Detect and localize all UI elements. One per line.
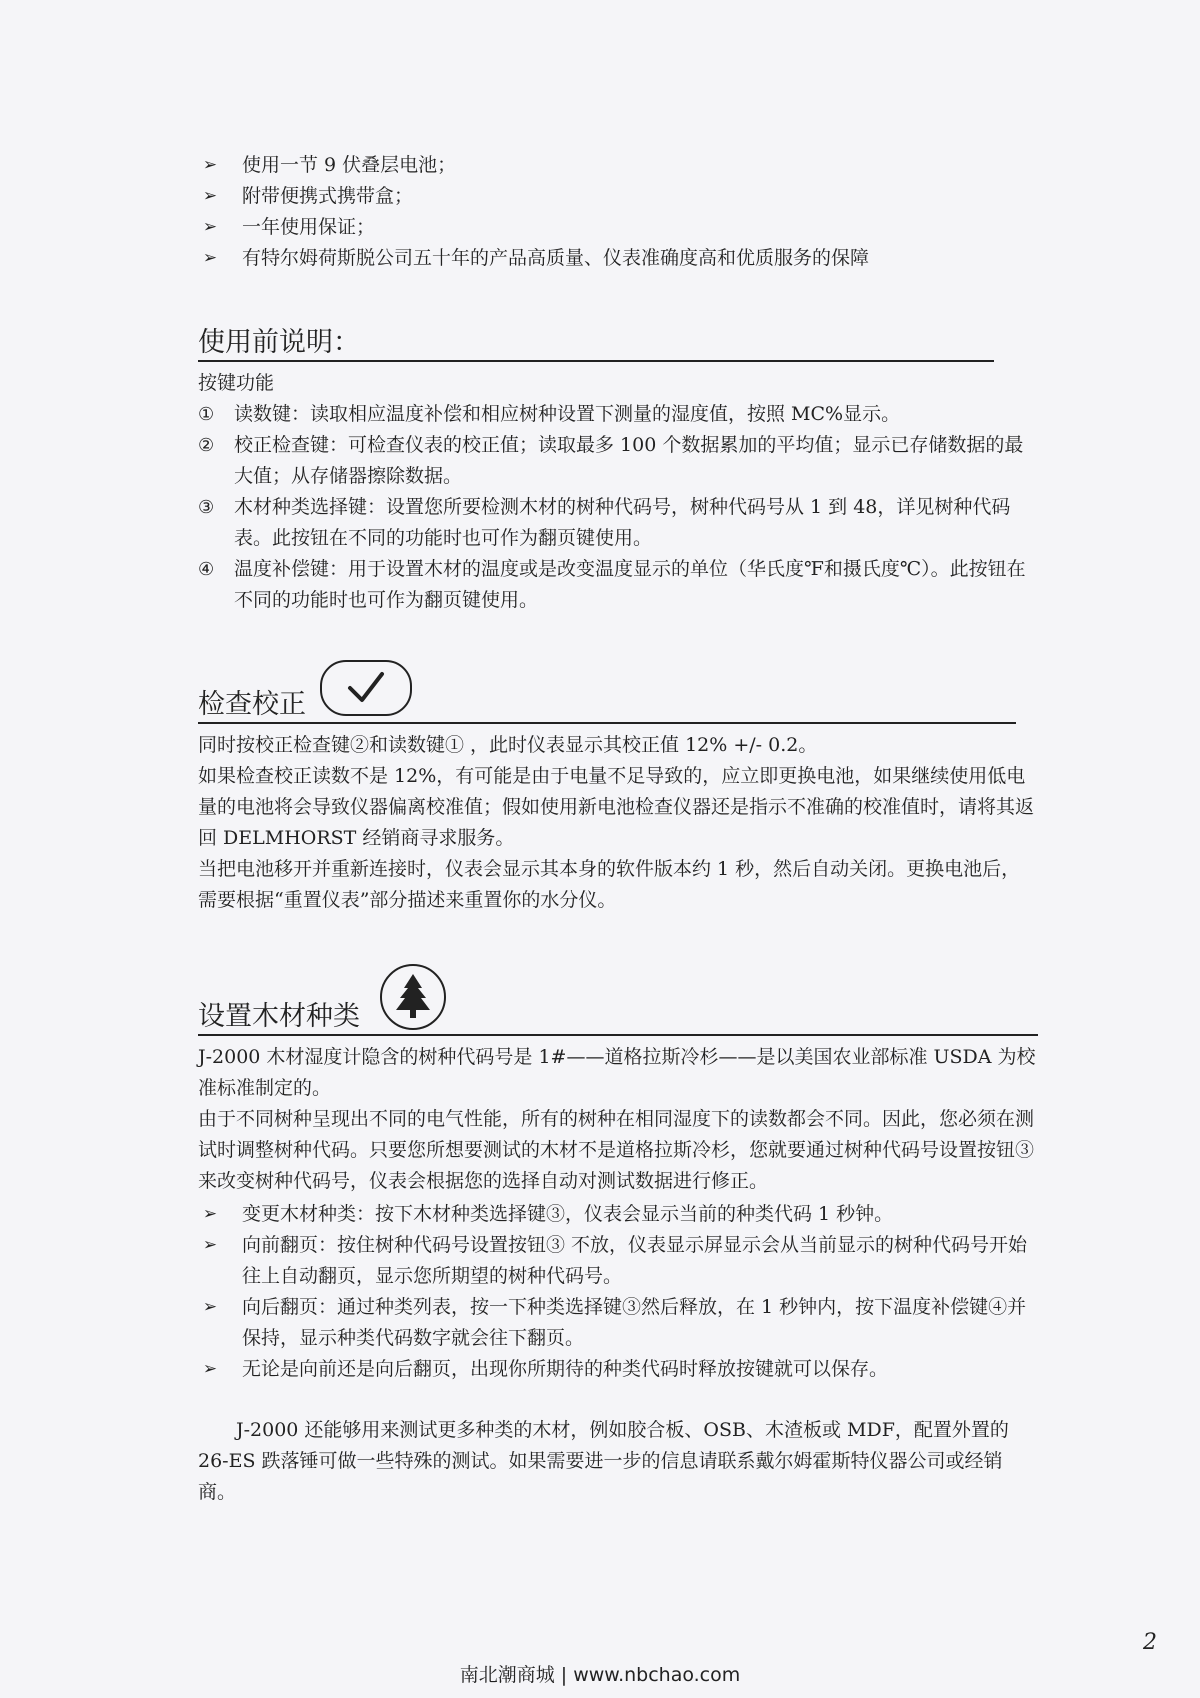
list-item: ④ 温度补偿键：用于设置木材的温度或是改变温度显示的单位（华氏度℉和摄氏度℃）。此按钮在不同的功能时也可作为翻页键使用。 <box>198 558 1026 611</box>
list-item: ③ 木材种类选择键：设置您所要检测木材的树种代码号，树种代码号从 1 到 48，详见树种代码表。此按钮在不同的功能时也可作为翻页键使用。 <box>198 496 1011 549</box>
section-heading-species <box>198 960 1038 1036</box>
paragraph: J-2000 木材湿度计隐含的树种代码号是 1#——道格拉斯冷杉——是以美国农业部标准 USDA 为校准标准制定的。 <box>198 1046 1036 1099</box>
arrow-bullet-icon: ➢ <box>202 1297 218 1317</box>
tree-icon <box>380 964 446 1030</box>
section-heading-calibration <box>198 656 1038 724</box>
list-item: ➢ 向后翻页：通过种类列表，按一下种类选择键③然后释放，在 1 秒钟内，按下温度补偿键④并保持，显示种类代码数字就会往下翻页。 <box>198 1292 1038 1354</box>
paragraph: 同时按校正检查键②和读数键① ，此时仪表显示其校正值 12% +/- 0.2。 <box>198 734 818 756</box>
closing-paragraph: J-2000 还能够用来测试更多种类的木材，例如胶合板、OSB、木渣板或 MDF，配置外置的 26-ES 跌落锤可做一些特殊的测试。如果需要进一步的信息请联系戴尔姆霍斯特仪器公司或经销商。 <box>198 1419 1009 1503</box>
key-function-list <box>198 399 1038 616</box>
list-item: ➢ 附带便携式携带盒； <box>198 181 1038 212</box>
list-item: ① 读数键：读取相应温度补偿和相应树种设置下测量的湿度值，按照 MC%显示。 <box>198 403 901 425</box>
list-item: ➢ 使用一节 9 伏叠层电池； <box>198 150 1038 181</box>
heading-rule <box>198 1034 1038 1036</box>
heading-rule <box>198 360 994 362</box>
list-item: ➢ 向前翻页：按住树种代码号设置按钮③ 不放，仪表显示屏显示会从当前显示的树种代码号开始往上自动翻页，显示您所期望的树种代码号。 <box>198 1230 1038 1292</box>
calibration-body <box>198 730 1038 916</box>
arrow-bullet-icon: ➢ <box>202 155 218 175</box>
intro-bullet-list <box>198 150 1038 274</box>
checkmark-icon <box>320 660 412 716</box>
section-title: 检查校正 <box>198 689 306 720</box>
species-bullet-list <box>198 1199 1038 1385</box>
footer-watermark: 南北潮商城 | www.nbchao.com <box>459 1664 741 1686</box>
paragraph: 如果检查校正读数不是 12%，有可能是由于电量不足导致的，应立即更换电池，如果继续使用低电量的电池将会导致仪器偏离校准值；假如使用新电池检查仪器还是指示不准确的校准值时，请将其返回 DELMHORST 经销商寻求服务。 <box>198 765 1035 849</box>
arrow-bullet-icon: ➢ <box>202 1204 218 1224</box>
species-body <box>198 1042 1038 1197</box>
list-item: ➢ 变更木材种类：按下木材种类选择键③，仪表会显示当前的种类代码 1 秒钟。 <box>198 1199 1038 1230</box>
section-title: 使用前说明： <box>198 327 360 358</box>
arrow-bullet-icon: ➢ <box>202 1359 218 1379</box>
arrow-bullet-icon: ➢ <box>202 186 218 206</box>
page-content <box>198 150 1038 1508</box>
page-number: 2 <box>1143 1630 1157 1655</box>
list-item: ➢ 无论是向前还是向后翻页，出现你所期待的种类代码时释放按键就可以保存。 <box>198 1354 1038 1385</box>
list-item: ➢ 有特尔姆荷斯脱公司五十年的产品高质量、仪表准确度高和优质服务的保障 <box>198 243 1038 274</box>
arrow-bullet-icon: ➢ <box>202 217 218 237</box>
list-item: ② 校正检查键：可检查仪表的校正值；读取最多 100 个数据累加的平均值；显示已存储数据的最大值；从存储器擦除数据。 <box>198 434 1024 487</box>
arrow-bullet-icon: ➢ <box>202 248 218 268</box>
heading-rule <box>198 722 1016 724</box>
arrow-bullet-icon: ➢ <box>202 1235 218 1255</box>
section-title: 设置木材种类 <box>198 1001 360 1032</box>
paragraph: 当把电池移开并重新连接时，仪表会显示其本身的软件版本约 1 秒，然后自动关闭。更换电池后，需要根据“重置仪表”部分描述来重置你的水分仪。 <box>198 858 1021 911</box>
key-functions-subtitle: 按键功能 <box>198 372 275 394</box>
list-item: ➢ 一年使用保证； <box>198 212 1038 243</box>
paragraph: 由于不同树种呈现出不同的电气性能，所有的树种在相同湿度下的读数都会不同。因此，您必须在测试时调整树种代码。只要您所想要测试的木材不是道格拉斯冷杉，您就要通过树种代码号设置按钮③ 来改变树种代码号，仪表会根据您的选择自动对测试数据进行修正。 <box>198 1108 1035 1192</box>
section-heading-instructions <box>198 314 1038 362</box>
